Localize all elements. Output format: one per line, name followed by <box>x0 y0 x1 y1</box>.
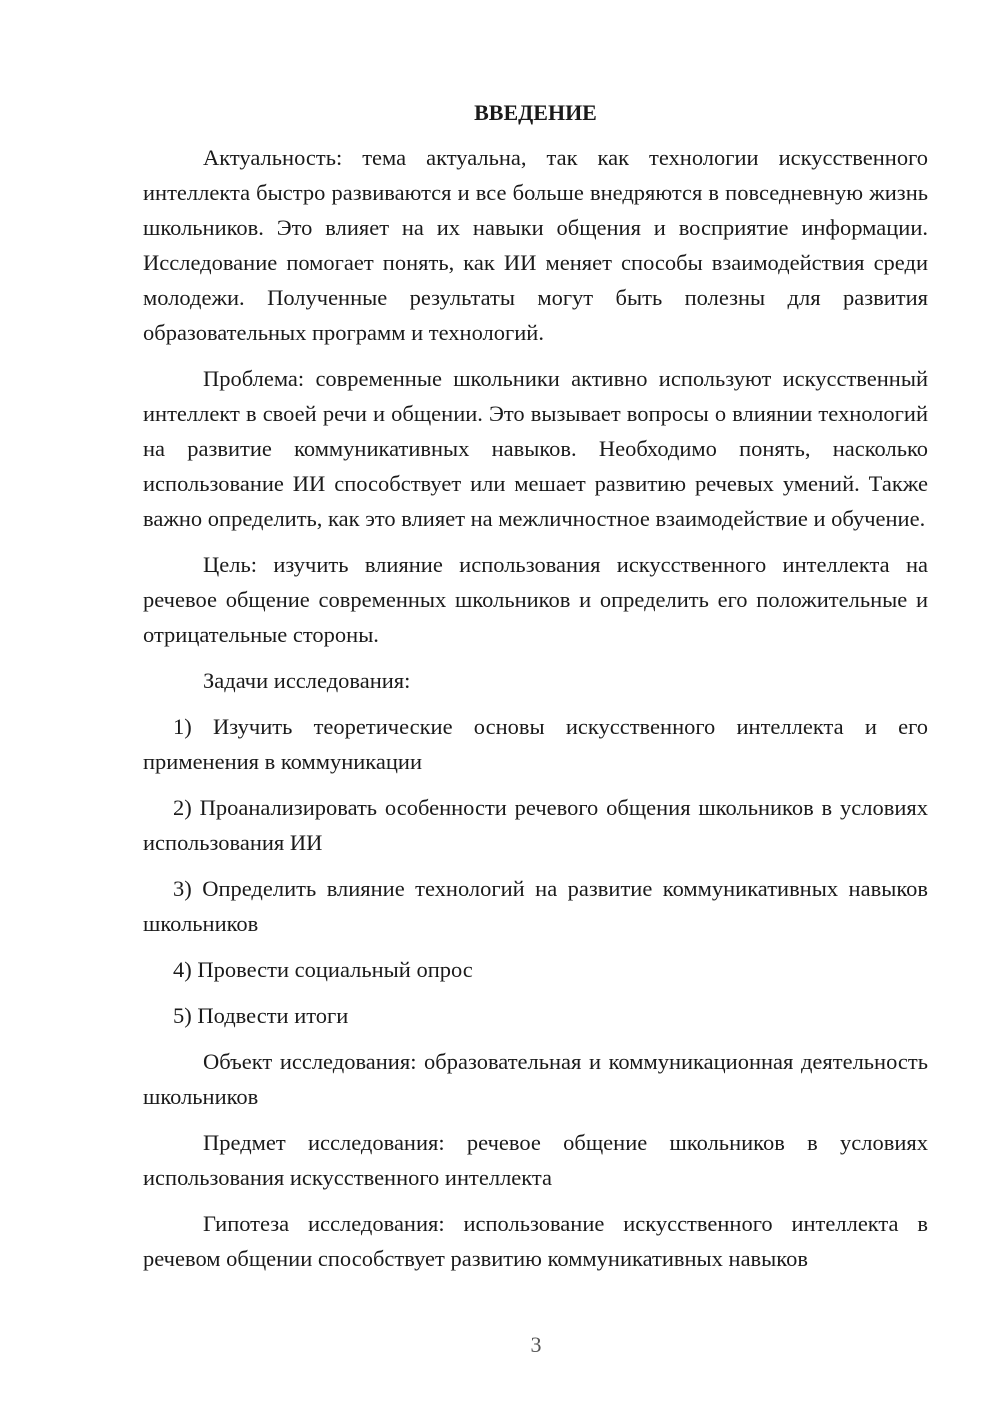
task-item-5: 5) Подвести итоги <box>173 1003 349 1028</box>
paragraph-object: Объект исследования: образовательная и коммуникационная деятельность школьников <box>143 1049 928 1109</box>
task-item-3: 3) Определить влияние технологий на развитие коммуникативных навыков школьников <box>143 876 928 936</box>
paragraph-problem: Проблема: современные школьники активно используют искусственный интеллект в своей речи и общении. Это вызывает вопросы о влиянии технологий на развитие коммуникативных навыков. Необходимо понять, насколько использование ИИ способствует или мешает развитию речевых умений. Также важно определить, как это влияет на межличностное взаимодействие и обучение. <box>143 366 928 531</box>
paragraph-subject: Предмет исследования: речевое общение школьников в условиях использования искусственного интеллекта <box>143 1130 928 1190</box>
paragraph-goal: Цель: изучить влияние использования искусственного интеллекта на речевое общение современных школьников и определить его положительные и отрицательные стороны. <box>143 552 928 647</box>
page-number: 3 <box>530 1332 542 1357</box>
page-title: ВВЕДЕНИЕ <box>474 100 597 125</box>
document-body <box>143 95 928 1287</box>
task-item-2: 2) Проанализировать особенности речевого общения школьников в условиях использования ИИ <box>143 795 928 855</box>
task-item-4: 4) Провести социальный опрос <box>173 957 473 982</box>
paragraph-relevance: Актуальность: тема актуальна, так как технологии искусственного интеллекта быстро развиваются и все больше внедряются в повседневную жизнь школьников. Это влияет на их навыки общения и восприятие информации. Исследование помогает понять, как ИИ меняет способы взаимодействия среди молодежи. Полученные результаты могут быть полезны для развития образовательных программ и технологий. <box>143 145 928 345</box>
paragraph-hypothesis: Гипотеза исследования: использование искусственного интеллекта в речевом общении способствует развитию коммуникативных навыков <box>143 1211 928 1271</box>
task-item-1: 1) Изучить теоретические основы искусственного интеллекта и его применения в коммуникации <box>143 714 928 774</box>
tasks-heading: Задачи исследования: <box>203 668 411 693</box>
